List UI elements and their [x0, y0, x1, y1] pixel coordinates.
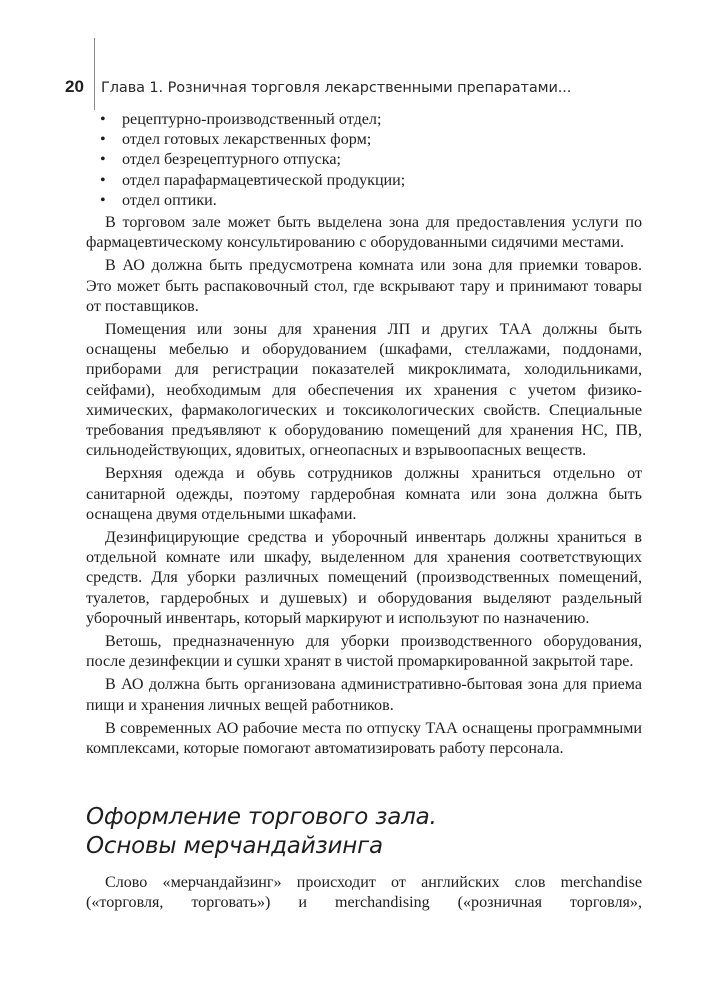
paragraph: В торговом зале может быть выделена зона для предоставления услуги по фармацевтическому консультированию с оборудованными сидячими местами. — [86, 214, 642, 252]
bullet-icon: • — [100, 111, 106, 128]
list-item: • рецептурно-производственный отдел; — [100, 110, 642, 130]
paragraph: Помещения или зоны для хранения ЛП и других ТАА должны быть оснащены мебелью и оборудованием (шкафами, стеллажами, поддонами, приборами для регистрации показателей микроклимата, холодильниками, сейфами), необходимым для обеспечения их хранения с учетом физико-химических, фармакологических и токсикологических свойств. Специальные требования предъявляют к оборудованию помещений для хранения НС, ПВ, сильнодействующих, ядовитых, огнеопасных и взрывоопасных веществ. — [86, 321, 642, 460]
paragraph: В АО должна быть предусмотрена комната или зона для приемки товаров. Это может быть распаковочный стол, где вскрывают тару и принимают товары от поставщиков. — [86, 257, 642, 315]
paragraph: Верхняя одежда и обувь сотрудников должны храниться отдельно от санитарной одежды, поэтому гардеробная комната или зона должна быть оснащена двумя отдельными шкафами. — [86, 465, 642, 523]
list-item: • отдел парафармацевтической продукции; — [100, 171, 642, 191]
section-heading — [86, 803, 642, 861]
bullet-icon: • — [100, 191, 106, 209]
paragraph: Ветошь, предназначенную для уборки производственного оборудования, после дезинфекции и сушки хранят в чистой промаркированной закрытой таре. — [86, 633, 642, 671]
list-item: • отдел оптики. — [100, 191, 642, 211]
list-item: • отдел готовых лекарственных форм; — [100, 130, 642, 150]
paragraph: Слово «мерчандайзинг» происходит от английских слов merchandise («торговля, торговать») и merchandising («розничная торговля», — [86, 874, 642, 912]
running-header — [65, 77, 571, 101]
body-text — [86, 110, 642, 759]
department-list — [86, 110, 642, 211]
bullet-icon: • — [100, 131, 106, 149]
paragraph: В современных АО рабочие места по отпуску ТАА оснащены программными комплексами, которые помогают автоматизировать работу персонала. — [86, 719, 642, 758]
section-heading-line2: Основы мерчандайзинга — [86, 833, 383, 859]
list-item: • отдел безрецептурного отпуска; — [100, 150, 642, 170]
section-body — [86, 873, 642, 913]
page-number: 20 — [65, 77, 84, 96]
bullet-icon: • — [100, 151, 106, 169]
paragraph: В АО должна быть организована административно-бытовая зона для приема пищи и хранения личных вещей работников. — [86, 676, 642, 714]
paragraph: Дезинфицирующие средства и уборочный инвентарь должны храниться в отдельной комнате или шкафу, выделенном для хранения соответствующих средств. Для уборки различных помещений (производственных помещений, туалетов, гардеробных и душевых) и оборудования выделяют раздельный уборочный инвентарь, который маркируют и используют по назначению. — [86, 529, 642, 627]
running-title: Глава 1. Розничная торговля лекарственными препаратами... — [101, 80, 572, 96]
section-heading-line1: Оформление торгового зала. — [86, 804, 437, 830]
bullet-icon: • — [100, 171, 106, 189]
